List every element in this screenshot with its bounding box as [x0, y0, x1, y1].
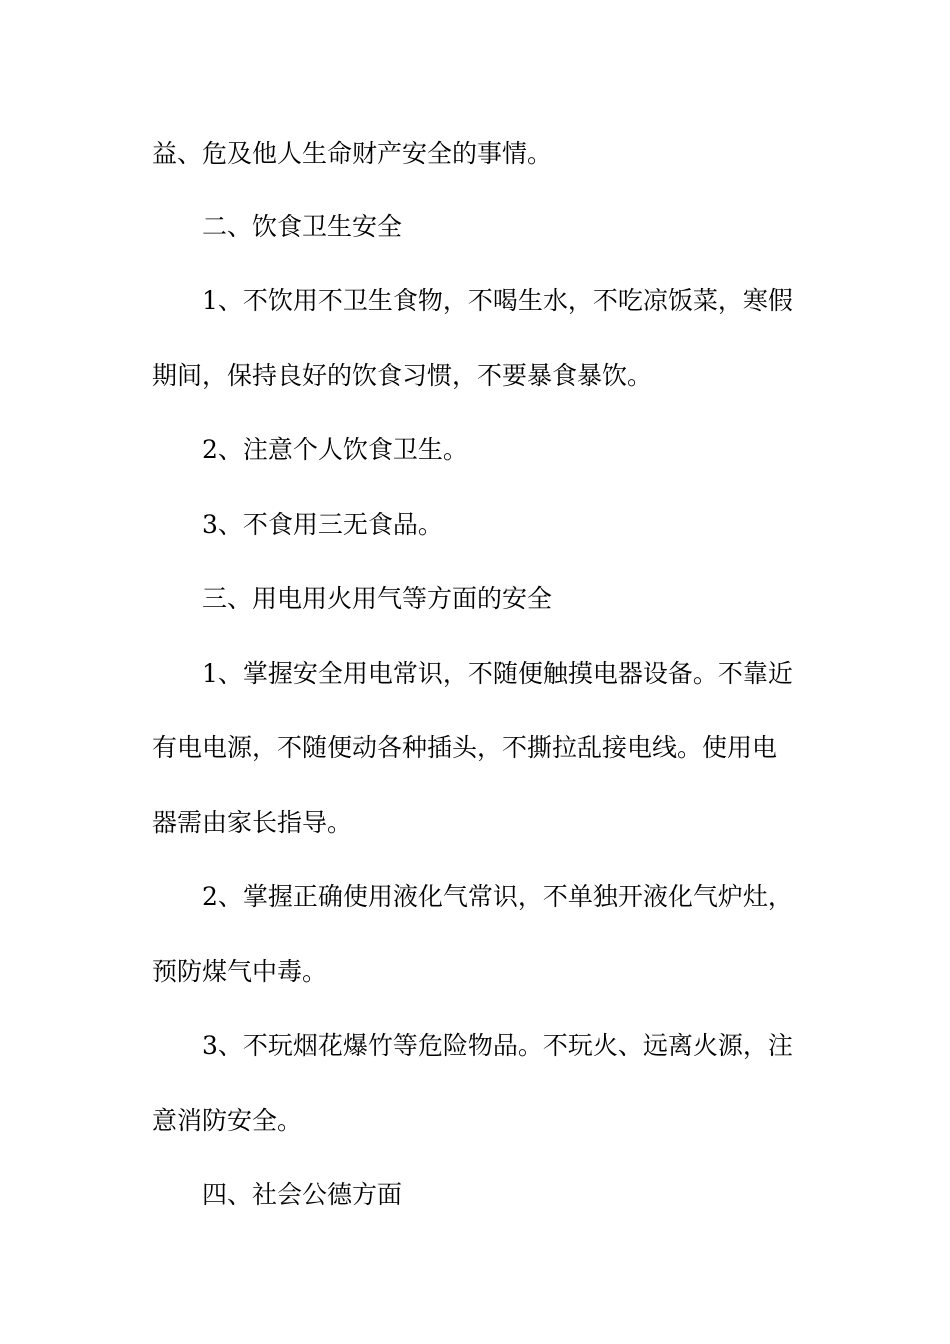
diet-item-2: 2、注意个人饮食卫生。	[202, 435, 468, 464]
electric-item-1-line-3: 器需由家长指导。	[152, 808, 353, 837]
gas-item-2-line-1: 2、掌握正确使用液化气常识，不单独开液化气炉灶，	[202, 882, 793, 911]
fire-item-3-line-2: 意消防安全。	[152, 1106, 303, 1135]
section-heading-social-morality: 四、社会公德方面	[202, 1180, 403, 1209]
paragraph-continuation-line: 益、危及他人生命财产安全的事情。	[152, 139, 553, 168]
diet-item-1-line-2: 期间，保持良好的饮食习惯，不要暴食暴饮。	[152, 361, 653, 390]
diet-item-1-line-1: 1、不饮用不卫生食物，不喝生水，不吃凉饭菜，寒假	[202, 286, 793, 315]
electric-item-1-line-2: 有电电源，不随便动各种插头，不撕拉乱接电线。使用电	[152, 733, 778, 762]
fire-item-3-line-1: 3、不玩烟花爆竹等危险物品。不玩火、远离火源，注	[202, 1031, 793, 1060]
gas-item-2-line-2: 预防煤气中毒。	[152, 957, 328, 986]
diet-item-3: 3、不食用三无食品。	[202, 510, 443, 539]
section-heading-diet-safety: 二、饮食卫生安全	[202, 212, 403, 241]
electric-item-1-line-1: 1、掌握安全用电常识，不随便触摸电器设备。不靠近	[202, 659, 793, 688]
section-heading-electricity-fire-gas: 三、用电用火用气等方面的安全	[202, 584, 553, 613]
